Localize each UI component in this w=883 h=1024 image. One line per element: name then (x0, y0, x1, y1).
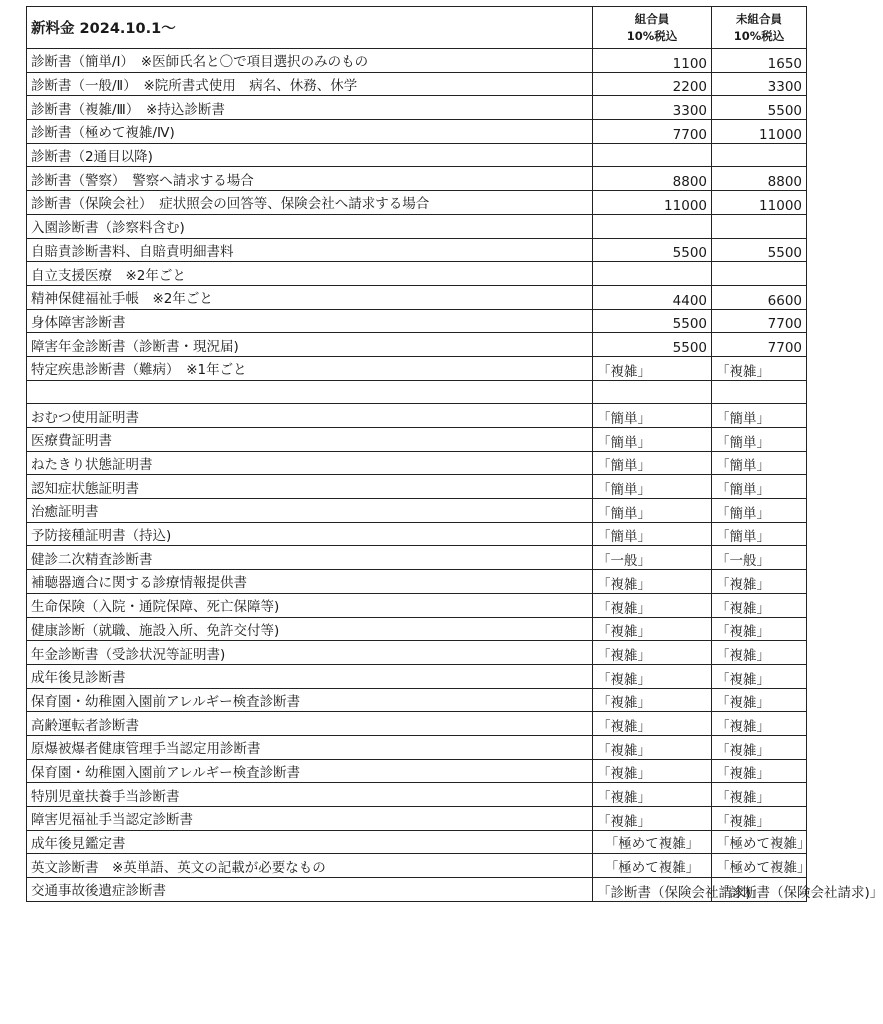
document-name-cell (27, 380, 593, 404)
member-fee-cell: 「簡単」 (593, 499, 712, 523)
table-row (27, 120, 807, 144)
member-fee-cell: 「診断書（保険会社請求)」 (593, 878, 712, 902)
table-row (27, 49, 807, 73)
table-row (27, 546, 807, 570)
non-member-label: 未組合員 (736, 11, 782, 26)
member-fee-cell (593, 262, 712, 286)
non-member-fee-cell: 「複雑」 (712, 759, 807, 783)
member-fee-cell: 4400 (593, 285, 712, 309)
member-fee-cell: 「簡単」 (593, 404, 712, 428)
fee-table (26, 6, 883, 902)
member-fee-cell: 「複雑」 (593, 759, 712, 783)
member-fee-cell: 「複雑」 (593, 783, 712, 807)
table-row (27, 96, 807, 120)
non-member-column-header (712, 7, 807, 49)
table-row (27, 285, 807, 309)
document-name-cell: 自賠責診断書料、自賠責明細書料 (27, 238, 593, 262)
table-row (27, 143, 807, 167)
table-row (27, 878, 807, 902)
member-fee-cell: 「複雑」 (593, 712, 712, 736)
non-member-fee-cell: 11000 (712, 191, 807, 215)
member-fee-cell: 3300 (593, 96, 712, 120)
table-row (27, 404, 807, 428)
document-name-cell: おむつ使用証明書 (27, 404, 593, 428)
fee-rows (27, 49, 883, 902)
document-name-cell: 認知症状態証明書 (27, 475, 593, 499)
member-fee-cell: 7700 (593, 120, 712, 144)
document-name-cell: 診断書（複雑/Ⅲ） ※持込診断書 (27, 96, 593, 120)
document-name-cell: 自立支援医療 ※2年ごと (27, 262, 593, 286)
non-member-fee-cell: 「簡単」 (712, 475, 807, 499)
member-fee-cell: 5500 (593, 309, 712, 333)
member-fee-cell: 「極めて複雑」 (593, 854, 712, 878)
non-member-fee-cell (712, 214, 807, 238)
document-name-cell: 精神保健福祉手帳 ※2年ごと (27, 285, 593, 309)
non-member-fee-cell: 「複雑」 (712, 688, 807, 712)
table-row (27, 356, 807, 380)
document-name-cell: 診断書（極めて複雑/Ⅳ) (27, 120, 593, 144)
non-member-fee-cell: 「複雑」 (712, 735, 807, 759)
member-fee-cell: 「複雑」 (593, 664, 712, 688)
non-member-tax-label: 10%税込 (733, 28, 785, 43)
document-name-cell: 診断書（保険会社） 症状照会の回答等、保険会社へ請求する場合 (27, 191, 593, 215)
document-name-cell: 診断書（警察） 警察へ請求する場合 (27, 167, 593, 191)
table-row (27, 214, 807, 238)
table-row (27, 783, 807, 807)
table-row (27, 380, 807, 404)
non-member-fee-cell: 3300 (712, 72, 807, 96)
table-row (27, 428, 807, 452)
non-member-fee-cell: 6600 (712, 285, 807, 309)
member-fee-cell (593, 143, 712, 167)
non-member-fee-cell: 「簡単」 (712, 404, 807, 428)
document-name-cell: 障害児福祉手当認定診断書 (27, 807, 593, 831)
member-fee-cell: 11000 (593, 191, 712, 215)
table-row (27, 499, 807, 523)
non-member-fee-cell: 「複雑」 (712, 617, 807, 641)
non-member-fee-cell (712, 262, 807, 286)
table-row (27, 688, 807, 712)
non-member-fee-cell: 7700 (712, 309, 807, 333)
member-label: 組合員 (634, 11, 670, 26)
document-name-cell: 入園診断書（診察料含む) (27, 214, 593, 238)
header-row (27, 7, 807, 49)
member-fee-cell: 2200 (593, 72, 712, 96)
member-column-header (593, 7, 712, 49)
member-fee-cell: 「簡単」 (593, 522, 712, 546)
non-member-fee-cell: 5500 (712, 238, 807, 262)
member-fee-cell: 「複雑」 (593, 735, 712, 759)
table-row (27, 262, 807, 286)
document-name-cell: 診断書（2通目以降) (27, 143, 593, 167)
non-member-fee-cell: 「一般」 (712, 546, 807, 570)
document-name-cell: 年金診断書（受診状況等証明書) (27, 641, 593, 665)
table-row (27, 759, 807, 783)
non-member-fee-cell: 「複雑」 (712, 593, 807, 617)
member-fee-cell: 「複雑」 (593, 807, 712, 831)
document-name-cell: 原爆被爆者健康管理手当認定用診断書 (27, 735, 593, 759)
table-row (27, 309, 807, 333)
document-name-cell: 健康診断（就職、施設入所、免許交付等) (27, 617, 593, 641)
table-row (27, 617, 807, 641)
non-member-fee-cell: 7700 (712, 333, 807, 357)
member-fee-cell: 「簡単」 (593, 475, 712, 499)
document-name-cell: 治癒証明書 (27, 499, 593, 523)
non-member-fee-cell (712, 380, 807, 404)
member-fee-cell: 「簡単」 (593, 451, 712, 475)
non-member-fee-cell: 「極めて複雑」 (712, 854, 807, 878)
non-member-fee-cell: 「極めて複雑」 (712, 830, 807, 854)
table-row (27, 735, 807, 759)
member-fee-cell (593, 380, 712, 404)
member-fee-cell: 「複雑」 (593, 617, 712, 641)
non-member-fee-cell: 「複雑」 (712, 712, 807, 736)
non-member-fee-cell: 5500 (712, 96, 807, 120)
document-name-cell: 生命保険（入院・通院保障、死亡保障等) (27, 593, 593, 617)
member-fee-cell: 「複雑」 (593, 641, 712, 665)
non-member-fee-cell: 「複雑」 (712, 356, 807, 380)
document-name-cell: 診断書（簡単/Ⅰ） ※医師氏名と〇で項目選択のみのもの (27, 49, 593, 73)
table-row (27, 593, 807, 617)
document-name-cell: 高齢運転者診断書 (27, 712, 593, 736)
non-member-fee-cell: 「簡単」 (712, 451, 807, 475)
member-fee-cell: 1100 (593, 49, 712, 73)
member-fee-cell: 「複雑」 (593, 688, 712, 712)
document-name-cell: 補聴器適合に関する診療情報提供書 (27, 570, 593, 594)
table-row (27, 712, 807, 736)
member-fee-cell: 「複雑」 (593, 356, 712, 380)
non-member-fee-cell: 11000 (712, 120, 807, 144)
table-row (27, 333, 807, 357)
non-member-fee-cell: 「複雑」 (712, 807, 807, 831)
table-row (27, 807, 807, 831)
table-row (27, 830, 807, 854)
table-row (27, 522, 807, 546)
non-member-fee-cell: 「簡単」 (712, 522, 807, 546)
document-name-cell: 特定疾患診断書（難病） ※1年ごと (27, 356, 593, 380)
member-fee-cell: 5500 (593, 238, 712, 262)
member-fee-cell: 5500 (593, 333, 712, 357)
member-fee-cell (593, 214, 712, 238)
table-row (27, 570, 807, 594)
table-row (27, 191, 807, 215)
document-name-cell: 診断書（一般/Ⅱ） ※院所書式使用 病名、休務、休学 (27, 72, 593, 96)
member-fee-cell: 「一般」 (593, 546, 712, 570)
table-row (27, 238, 807, 262)
document-name-cell: ねたきり状態証明書 (27, 451, 593, 475)
non-member-fee-cell: 「複雑」 (712, 570, 807, 594)
non-member-fee-cell: 「簡単」 (712, 428, 807, 452)
member-tax-label: 10%税込 (626, 28, 678, 43)
member-fee-cell: 「極めて複雑」 (593, 830, 712, 854)
member-fee-cell: 「簡単」 (593, 428, 712, 452)
document-name-cell: 予防接種証明書（持込) (27, 522, 593, 546)
table-row (27, 451, 807, 475)
non-member-fee-cell: 1650 (712, 49, 807, 73)
table-row (27, 641, 807, 665)
document-name-cell: 医療費証明書 (27, 428, 593, 452)
document-name-cell: 交通事故後遺症診断書 (27, 878, 593, 902)
table-title: 新料金 2024.10.1～ (27, 7, 593, 49)
non-member-fee-cell: 「複雑」 (712, 641, 807, 665)
document-name-cell: 健診二次精査診断書 (27, 546, 593, 570)
document-name-cell: 障害年金診断書（診断書・現況届) (27, 333, 593, 357)
document-name-cell: 身体障害診断書 (27, 309, 593, 333)
non-member-fee-cell (712, 143, 807, 167)
non-member-fee-cell: 「診断書（保険会社請求)」 (712, 878, 807, 902)
document-name-cell: 成年後見鑑定書 (27, 830, 593, 854)
table-row (27, 664, 807, 688)
document-name-cell: 特別児童扶養手当診断書 (27, 783, 593, 807)
non-member-fee-cell: 「複雑」 (712, 664, 807, 688)
table-row (27, 475, 807, 499)
member-fee-cell: 8800 (593, 167, 712, 191)
member-fee-cell: 「複雑」 (593, 570, 712, 594)
document-name-cell: 英文診断書 ※英単語、英文の記載が必要なもの (27, 854, 593, 878)
non-member-fee-cell: 「簡単」 (712, 499, 807, 523)
table-row (27, 72, 807, 96)
table-row (27, 167, 807, 191)
non-member-fee-cell: 「複雑」 (712, 783, 807, 807)
document-name-cell: 保育園・幼稚園入園前アレルギー検査診断書 (27, 759, 593, 783)
document-name-cell: 成年後見診断書 (27, 664, 593, 688)
table-row (27, 854, 807, 878)
member-fee-cell: 「複雑」 (593, 593, 712, 617)
document-name-cell: 保育園・幼稚園入園前アレルギー検査診断書 (27, 688, 593, 712)
non-member-fee-cell: 8800 (712, 167, 807, 191)
